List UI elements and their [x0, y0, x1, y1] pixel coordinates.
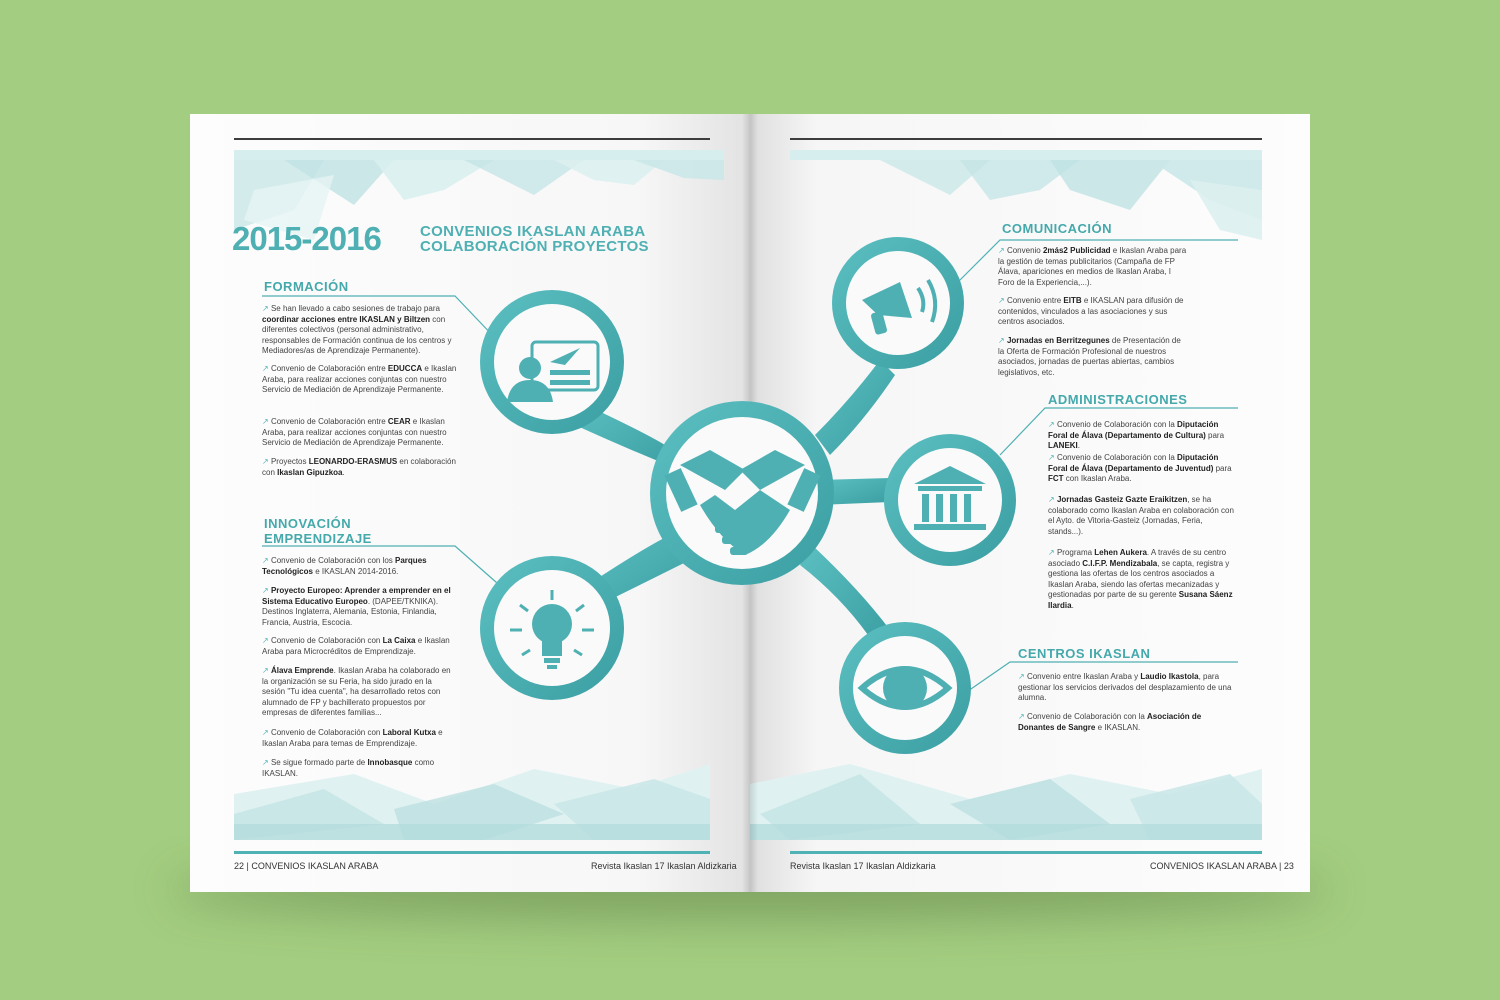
left-magazine-name: Revista Ikaslan 17 Ikaslan Aldizkaria [591, 861, 737, 871]
administraciones-item: ↗ Programa Lehen Aukera. A través de su centro asociado C.I.F.P. Mendizabala, se capta, registra y gestiona las ofertas de los centros asociados a Ikaslan Araba, siendo las ofertas mecanizadas y gestionadas por parte de su gerente Susana Sáenz Ilardia. [1048, 548, 1233, 610]
formacion-heading: FORMACIÓN [264, 279, 349, 294]
innovacion-item: ↗ Álava Emprende. Ikaslan Araba ha colaborado en la organización se su Feria, ha sido jurado en la sesión "Tu idea cuenta", ha desarrollado retos con alumnado de FP y bachillerato propuestos por empresas de diferentes familias... [262, 666, 451, 717]
formacion-item: ↗ Convenio de Colaboración entre EDUCCA e Ikaslan Araba, para realizar acciones conjuntas con nuestro Servicio de Mediación de Aprendizaje Permanente. [262, 364, 457, 394]
innovacion-item: ↗ Convenio de Colaboración con La Caixa e Ikaslan Araba para Microcréditos de Emprendizaje. [262, 636, 450, 656]
centros-item: ↗ Convenio entre Ikaslan Araba y Laudio Ikastola, para gestionar los servicios derivados del desplazamiento de una alumna. [1018, 672, 1232, 702]
comunicacion-item: ↗ Jornadas en Berritzegunes de Presentación de la Oferta de Formación Profesional de nuestros asociados, jornadas de puertas abiertas, cambios legislativos, etc. [998, 336, 1181, 377]
innovacion-heading-line1: INNOVACIÓN [264, 516, 352, 531]
administraciones-item: ↗ Jornadas Gasteiz Gazte Eraikitzen, se ha colaborado como Ikaslan Araba en colaboración con el Ayto. de Vitoria-Gasteiz (Jornadas, Feria, stands...). [1048, 495, 1234, 536]
administraciones-item: ↗ Convenio de Colaboración con la Diputación Foral de Álava (Departamento de Juventud) para FCT con Ikaslan Araba. [1048, 453, 1232, 483]
left-page-number: 22 | CONVENIOS IKASLAN ARABA [234, 861, 379, 871]
administraciones-heading: ADMINISTRACIONES [1048, 392, 1188, 407]
comunicacion-item: ↗ Convenio entre EITB e IKASLAN para difusión de contenidos, vinculados a las asociaciones y sus centros asociados. [998, 296, 1184, 326]
administraciones-item: ↗ Convenio de Colaboración con la Diputación Foral de Álava (Departamento de Cultura) para LANEKI. [1048, 420, 1225, 450]
innovacion-item: ↗ Convenio de Colaboración con Laboral Kutxa e Ikaslan Araba para temas de Emprendizaje. [262, 728, 443, 748]
formacion-item: ↗ Se han llevado a cabo sesiones de trabajo para coordinar acciones entre IKASLAN y Biltzen con diferentes colectivos (personal administrativo, responsables de Formación continua de los centros y Mediadores/as de Aprendizaje Permanente). [262, 304, 452, 355]
centros-item: ↗ Convenio de Colaboración con la Asociación de Donantes de Sangre e IKASLAN. [1018, 712, 1202, 732]
innovacion-item: ↗ Proyecto Europeo: Aprender a emprender en el Sistema Educativo Europeo. (DAPEE/TKNIKA). Destinos Inglaterra, Alemania, Estonia, Finlandia, Francia, Austria, Escocia. [262, 586, 451, 627]
comunicacion-heading: COMUNICACIÓN [1002, 221, 1112, 236]
innovacion-item: ↗ Convenio de Colaboración con los Parques Tecnológicos e IKASLAN 2014-2016. [262, 556, 427, 576]
spread-title-line2: COLABORACIÓN PROYECTOS [420, 238, 649, 255]
comunicacion-item: ↗ Convenio 2más2 Publicidad e Ikaslan Araba para la gestión de temas publicitarios (Campaña de FP Álava, apariciones en medios de Ikaslan Araba, I Foro de la Experiencia,...). [998, 246, 1187, 287]
spread-title-line1: CONVENIOS IKASLAN ARABA [420, 223, 646, 240]
innovacion-heading-line2: EMPRENDIZAJE [264, 531, 372, 546]
right-magazine-name: Revista Ikaslan 17 Ikaslan Aldizkaria [790, 861, 936, 871]
year-title: 2015-2016 [232, 220, 381, 257]
centros-heading: CENTROS IKASLAN [1018, 646, 1151, 661]
formacion-item: ↗ Convenio de Colaboración entre CEAR e Ikaslan Araba, para realizar acciones conjuntas con nuestro Servicio de Mediación de Aprendizaje Permanente. [262, 417, 447, 447]
right-page-number: CONVENIOS IKASLAN ARABA | 23 [1150, 861, 1294, 871]
innovacion-item: ↗ Se sigue formado parte de Innobasque como IKASLAN. [262, 758, 435, 778]
formacion-item: ↗ Proyectos LEONARDO-ERASMUS en colaboración con Ikaslan Gipuzkoa. [262, 457, 456, 477]
